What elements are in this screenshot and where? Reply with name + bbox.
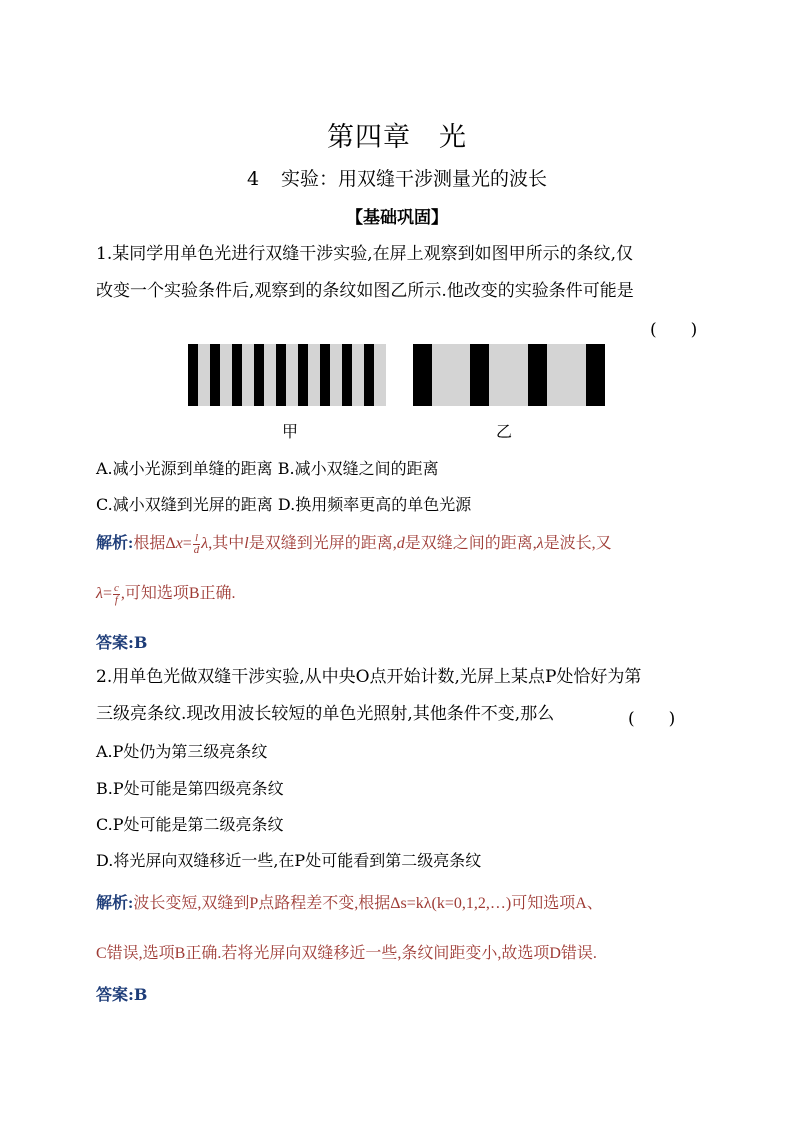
section-tag: 【基础巩固】 — [346, 208, 448, 228]
q2-option-b: B.P处可能是第四级亮条纹 — [96, 779, 284, 798]
analysis-label: 解析: — [96, 535, 134, 552]
dark-fringe — [342, 344, 352, 406]
dark-fringe — [254, 344, 264, 406]
q1-answer: 答案:B — [96, 633, 148, 652]
dark-fringe — [298, 344, 308, 406]
figure-label-jia: 甲 — [282, 422, 299, 441]
dark-fringe — [232, 344, 242, 406]
q1-option-row2 — [96, 492, 471, 515]
q2-option-a: A.P处仍为第三级亮条纹 — [96, 742, 268, 761]
q2-line1: 2.用单色光做双缝干涉实验,从中央O点开始计数,光屏上某点P处恰好为第 — [96, 667, 642, 687]
analysis-text: 根据Δ — [133, 535, 176, 552]
fraction-l-over-d — [193, 533, 201, 556]
q1-option-c: C.减小双缝到光屏的距离 — [96, 495, 273, 514]
analysis-text: 波长变短,双缝到P点路程差不变,根据Δs=kλ(k=0,1,2,…)可知选项A、 — [133, 895, 603, 912]
fraction-denominator: f — [114, 593, 118, 606]
dark-fringe — [528, 344, 547, 406]
analysis-text: 是双缝之间的距离, — [404, 535, 537, 552]
dark-fringe — [210, 344, 220, 406]
q1-answer-paren: ( ) — [650, 320, 698, 340]
var-x: x — [175, 535, 183, 552]
q1-option-b: B.减小双缝之间的距离 — [277, 459, 439, 478]
fraction-numerator: c — [113, 581, 119, 594]
section-title: 实验：用双缝干涉测量光的波长 — [281, 168, 548, 190]
dark-fringe — [320, 344, 330, 406]
fraction-denominator: d — [193, 543, 200, 556]
var-lambda: λ — [201, 535, 209, 552]
var-l: l — [244, 535, 249, 552]
q1-option-row1 — [96, 456, 439, 479]
var-lambda: λ — [536, 535, 544, 552]
figure-label-yi: 乙 — [496, 422, 513, 441]
analysis-text: 是双缝到光屏的距离, — [248, 535, 397, 552]
dark-fringe — [188, 344, 198, 406]
analysis-text: ,可知选项B正确. — [120, 585, 236, 602]
q1-line2: 改变一个实验条件后,观察到的条纹如图乙所示.他改变的实验条件可能是 — [96, 281, 634, 301]
section-heading — [0, 164, 794, 191]
q2-option-d: D.将光屏向双缝移近一些,在P处可能看到第二级亮条纹 — [96, 851, 482, 870]
q2-answer-paren: ( ) — [628, 709, 676, 729]
var-lambda: λ — [96, 585, 103, 602]
dark-fringe — [413, 344, 432, 406]
fraction-numerator: l — [193, 533, 201, 545]
dark-fringe — [276, 344, 286, 406]
dark-fringe — [470, 344, 489, 406]
q1-line1: 1.某同学用单色光进行双缝干涉实验,在屏上观察到如图甲所示的条纹,仅 — [96, 244, 634, 264]
q1-analysis-line2 — [96, 580, 236, 606]
equals: = — [102, 585, 112, 602]
q1-option-d: D.换用频率更高的单色光源 — [277, 495, 472, 514]
section-number: 4 — [246, 168, 260, 190]
q2-line2: 三级亮条纹.现改用波长较短的单色光照射,其他条件不变,那么 — [96, 704, 555, 724]
dark-fringe — [364, 344, 374, 406]
equals: = — [182, 535, 192, 552]
chapter-title: 第四章 光 — [327, 122, 467, 153]
analysis-text: 是波长,又 — [543, 535, 612, 552]
analysis-text: ,其中 — [208, 535, 245, 552]
q2-option-c: C.P处可能是第二级亮条纹 — [96, 815, 284, 834]
q2-analysis-line1 — [96, 890, 603, 913]
q2-analysis-line2: C错误,选项B正确.若将光屏向双缝移近一些,条纹间距变小,故选项D错误. — [96, 945, 597, 962]
q2-answer: 答案:B — [96, 985, 148, 1004]
fraction-c-over-f — [113, 583, 120, 606]
q1-option-a: A.减小光源到单缝的距离 — [96, 459, 273, 478]
analysis-label: 解析: — [96, 895, 134, 912]
var-d: d — [396, 535, 405, 552]
fringe-pattern-yi — [413, 344, 605, 406]
q1-analysis-line1 — [96, 530, 612, 556]
dark-fringe — [586, 344, 605, 406]
fringe-pattern-jia — [188, 344, 386, 406]
